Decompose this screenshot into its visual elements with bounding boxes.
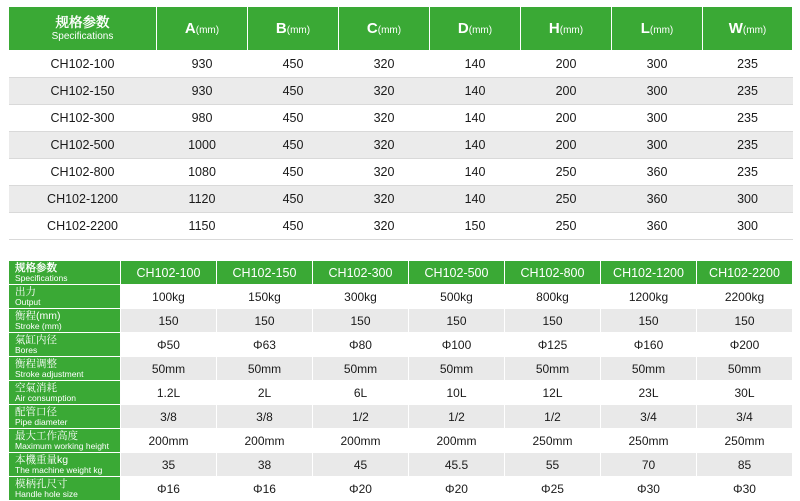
model-header-5: CH102-800 xyxy=(505,261,601,285)
cell-value: 1.2L xyxy=(121,381,217,405)
cell-value: 45 xyxy=(313,453,409,477)
row-label-cn: 氣缸内径 xyxy=(15,333,57,346)
cell-b: 450 xyxy=(248,213,339,240)
specifications-table-body xyxy=(9,285,793,501)
cell-b: 450 xyxy=(248,78,339,105)
row-label-cn: 出力 xyxy=(15,285,36,298)
table-row xyxy=(9,186,793,213)
cell-l: 360 xyxy=(612,186,703,213)
cell-value: 200mm xyxy=(217,429,313,453)
row-model: CH102-150 xyxy=(9,78,157,105)
cell-value: Φ20 xyxy=(409,477,505,501)
column-header-w xyxy=(703,7,793,51)
cell-w: 235 xyxy=(703,51,793,78)
cell-value: Φ63 xyxy=(217,333,313,357)
specifications-table-header xyxy=(9,261,793,285)
column-header-a-unit: (mm) xyxy=(195,24,220,36)
row-label-en: Stroke (mm) xyxy=(15,320,62,331)
column-header-d xyxy=(430,7,521,51)
row-label-stroke-adjustment xyxy=(9,357,121,381)
column-header-w-unit: (mm) xyxy=(742,24,767,36)
row-label-handle-hole-size xyxy=(9,477,121,501)
cell-value: 35 xyxy=(121,453,217,477)
row-model: CH102-1200 xyxy=(9,186,157,213)
cell-value: 6L xyxy=(313,381,409,405)
cell-w: 235 xyxy=(703,105,793,132)
cell-b: 450 xyxy=(248,105,339,132)
column-header-h-unit: (mm) xyxy=(559,24,584,36)
cell-a: 1080 xyxy=(157,159,248,186)
table-row xyxy=(9,159,793,186)
row-label-bores xyxy=(9,333,121,357)
row-label-en: Air consumption xyxy=(15,392,76,403)
cell-w: 235 xyxy=(703,159,793,186)
cell-value: 50mm xyxy=(121,357,217,381)
row-model: CH102-800 xyxy=(9,159,157,186)
column-header-b-unit: (mm) xyxy=(286,24,311,36)
row-label-en: Handle hole size xyxy=(15,488,78,499)
column-header-l-label: L xyxy=(640,19,650,37)
cell-h: 250 xyxy=(521,213,612,240)
cell-d: 140 xyxy=(430,159,521,186)
table-row xyxy=(9,78,793,105)
cell-value: Φ125 xyxy=(505,333,601,357)
cell-d: 140 xyxy=(430,186,521,213)
cell-w: 300 xyxy=(703,186,793,213)
cell-value: 3/4 xyxy=(697,405,793,429)
cell-value: 50mm xyxy=(697,357,793,381)
cell-value: Φ30 xyxy=(697,477,793,501)
table-divider xyxy=(8,240,792,258)
cell-c: 320 xyxy=(339,186,430,213)
cell-value: Φ16 xyxy=(121,477,217,501)
row-label-en: Stroke adjustment xyxy=(15,368,84,379)
cell-value: 1/2 xyxy=(505,405,601,429)
row-label-en: Maximum working height xyxy=(15,440,110,451)
cell-value: Φ50 xyxy=(121,333,217,357)
dimensions-table-header xyxy=(9,7,793,51)
cell-value: 1200kg xyxy=(601,285,697,309)
cell-value: 200mm xyxy=(121,429,217,453)
cell-value: 800kg xyxy=(505,285,601,309)
column-header-c-unit: (mm) xyxy=(377,24,402,36)
cell-value: 300kg xyxy=(313,285,409,309)
cell-value: 50mm xyxy=(409,357,505,381)
row-label-en: The machine weight kg xyxy=(15,464,103,475)
cell-d: 150 xyxy=(430,213,521,240)
specifications-table xyxy=(8,260,793,501)
cell-c: 320 xyxy=(339,132,430,159)
cell-d: 140 xyxy=(430,51,521,78)
cell-value: 50mm xyxy=(505,357,601,381)
column-header-d-label: D xyxy=(457,19,469,37)
cell-value: 3/8 xyxy=(121,405,217,429)
row-label-max-working-height xyxy=(9,429,121,453)
column-header-h-label: H xyxy=(548,19,560,37)
cell-value: 200mm xyxy=(409,429,505,453)
cell-b: 450 xyxy=(248,51,339,78)
cell-a: 1120 xyxy=(157,186,248,213)
column-header-a xyxy=(157,7,248,51)
column-header-d-unit: (mm) xyxy=(468,24,493,36)
column-header-b xyxy=(248,7,339,51)
row-label-cn: 衡程调整 xyxy=(15,357,57,370)
cell-h: 200 xyxy=(521,51,612,78)
model-header-7: CH102-2200 xyxy=(697,261,793,285)
row-label-machine-weight xyxy=(9,453,121,477)
cell-value: 200mm xyxy=(313,429,409,453)
cell-value: Φ80 xyxy=(313,333,409,357)
table-header-row xyxy=(9,7,793,51)
row-label-cn: 衡程(mm) xyxy=(15,309,61,322)
cell-w: 300 xyxy=(703,213,793,240)
cell-value: 100kg xyxy=(121,285,217,309)
row-label-cn: 模柄孔尺寸 xyxy=(15,477,68,490)
cell-value: 2200kg xyxy=(697,285,793,309)
row-model: CH102-100 xyxy=(9,51,157,78)
cell-value: 55 xyxy=(505,453,601,477)
table-row xyxy=(9,285,793,309)
cell-a: 1000 xyxy=(157,132,248,159)
cell-value: 150 xyxy=(121,309,217,333)
cell-w: 235 xyxy=(703,132,793,159)
cell-value: 38 xyxy=(217,453,313,477)
row-label-en: Bores xyxy=(15,344,38,355)
cell-l: 300 xyxy=(612,78,703,105)
cell-d: 140 xyxy=(430,132,521,159)
row-label-en: Pipe diameter xyxy=(15,416,68,427)
table-row xyxy=(9,477,793,501)
cell-value: Φ160 xyxy=(601,333,697,357)
column-header-a-label: A xyxy=(184,19,196,37)
corner-header-en: Specifications xyxy=(51,30,114,42)
model-header-6: CH102-1200 xyxy=(601,261,697,285)
cell-value: 150 xyxy=(313,309,409,333)
cell-value: 250mm xyxy=(505,429,601,453)
cell-a: 980 xyxy=(157,105,248,132)
cell-h: 250 xyxy=(521,186,612,213)
cell-l: 360 xyxy=(612,213,703,240)
cell-value: 150 xyxy=(409,309,505,333)
cell-value: 50mm xyxy=(217,357,313,381)
cell-c: 320 xyxy=(339,213,430,240)
table-row xyxy=(9,333,793,357)
table-row xyxy=(9,381,793,405)
cell-value: 150 xyxy=(505,309,601,333)
row-label-cn: 本機重量kg xyxy=(15,453,69,466)
cell-value: 1/2 xyxy=(313,405,409,429)
model-header-1: CH102-100 xyxy=(121,261,217,285)
cell-value: 30L xyxy=(697,381,793,405)
cell-value: 250mm xyxy=(601,429,697,453)
cell-d: 140 xyxy=(430,78,521,105)
table-row xyxy=(9,309,793,333)
table-header-row xyxy=(9,261,793,285)
row-label-cn: 空氣消耗 xyxy=(15,381,57,394)
cell-value: Φ16 xyxy=(217,477,313,501)
cell-value: 85 xyxy=(697,453,793,477)
column-header-l xyxy=(612,7,703,51)
cell-value: 1/2 xyxy=(409,405,505,429)
cell-b: 450 xyxy=(248,159,339,186)
row-label-en: Output xyxy=(15,296,41,307)
row-model: CH102-300 xyxy=(9,105,157,132)
cell-w: 235 xyxy=(703,78,793,105)
cell-value: 500kg xyxy=(409,285,505,309)
dimensions-corner-header xyxy=(9,7,157,51)
model-header-2: CH102-150 xyxy=(217,261,313,285)
table-row xyxy=(9,51,793,78)
cell-l: 360 xyxy=(612,159,703,186)
cell-l: 300 xyxy=(612,51,703,78)
model-header-4: CH102-500 xyxy=(409,261,505,285)
corner-header-en: Specifications xyxy=(15,272,68,283)
table-row xyxy=(9,453,793,477)
row-label-output xyxy=(9,285,121,309)
dimensions-table xyxy=(8,6,793,240)
cell-value: 150kg xyxy=(217,285,313,309)
cell-value: 23L xyxy=(601,381,697,405)
row-label-air-consumption xyxy=(9,381,121,405)
cell-value: 70 xyxy=(601,453,697,477)
cell-a: 930 xyxy=(157,51,248,78)
cell-h: 200 xyxy=(521,78,612,105)
column-header-w-label: W xyxy=(728,19,743,37)
row-label-cn: 最大工作高度 xyxy=(15,429,78,442)
row-model: CH102-500 xyxy=(9,132,157,159)
table-row xyxy=(9,357,793,381)
cell-b: 450 xyxy=(248,186,339,213)
table-row xyxy=(9,213,793,240)
cell-value: 50mm xyxy=(313,357,409,381)
column-header-l-unit: (mm) xyxy=(649,24,674,36)
cell-value: 250mm xyxy=(697,429,793,453)
cell-c: 320 xyxy=(339,159,430,186)
cell-value: 150 xyxy=(217,309,313,333)
cell-d: 140 xyxy=(430,105,521,132)
cell-value: Φ200 xyxy=(697,333,793,357)
cell-h: 200 xyxy=(521,132,612,159)
cell-value: Φ20 xyxy=(313,477,409,501)
cell-value: Φ25 xyxy=(505,477,601,501)
table-row xyxy=(9,105,793,132)
cell-b: 450 xyxy=(248,132,339,159)
corner-header-cn: 规格参数 xyxy=(55,14,110,30)
row-label-cn: 配管口径 xyxy=(15,405,57,418)
column-header-h xyxy=(521,7,612,51)
cell-value: 12L xyxy=(505,381,601,405)
cell-value: Φ30 xyxy=(601,477,697,501)
cell-value: 150 xyxy=(697,309,793,333)
row-label-pipe-diameter xyxy=(9,405,121,429)
model-header-3: CH102-300 xyxy=(313,261,409,285)
cell-value: 50mm xyxy=(601,357,697,381)
dimensions-table-body xyxy=(9,51,793,240)
cell-value: 3/4 xyxy=(601,405,697,429)
cell-a: 930 xyxy=(157,78,248,105)
cell-value: 2L xyxy=(217,381,313,405)
cell-value: 10L xyxy=(409,381,505,405)
table-row xyxy=(9,429,793,453)
table-row xyxy=(9,132,793,159)
cell-value: 3/8 xyxy=(217,405,313,429)
column-header-c-label: C xyxy=(366,19,378,37)
cell-value: Φ100 xyxy=(409,333,505,357)
cell-h: 200 xyxy=(521,105,612,132)
cell-c: 320 xyxy=(339,78,430,105)
cell-value: 150 xyxy=(601,309,697,333)
row-model: CH102-2200 xyxy=(9,213,157,240)
specifications-corner-header xyxy=(9,261,121,285)
column-header-b-label: B xyxy=(275,19,287,37)
cell-l: 300 xyxy=(612,132,703,159)
cell-a: 1150 xyxy=(157,213,248,240)
cell-c: 320 xyxy=(339,105,430,132)
column-header-c xyxy=(339,7,430,51)
cell-l: 300 xyxy=(612,105,703,132)
cell-c: 320 xyxy=(339,51,430,78)
corner-header-cn: 规格参数 xyxy=(15,261,57,274)
row-label-stroke xyxy=(9,309,121,333)
table-row xyxy=(9,405,793,429)
cell-h: 250 xyxy=(521,159,612,186)
cell-value: 45.5 xyxy=(409,453,505,477)
